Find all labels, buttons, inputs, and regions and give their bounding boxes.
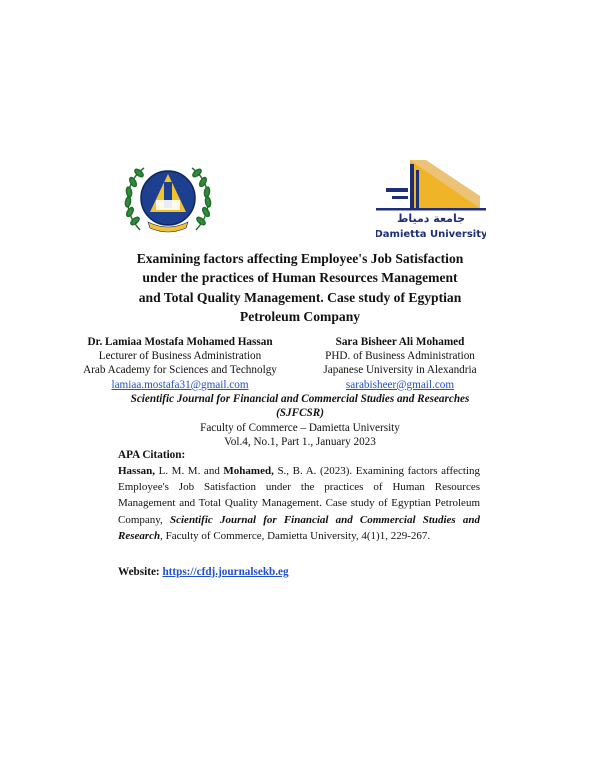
citation-text: S., B. A. (2023). Examining factors affecting Employee's Job Satisfaction under the practices of Human Resources Management and Total Quality Management. Case study of Egyptian Petroleum Company, (118, 465, 480, 526)
title-line: under the practices of Human Resources Management (142, 270, 458, 286)
journal-info (110, 392, 490, 449)
apa-heading: APA Citation: (118, 449, 186, 461)
title-line: Petroleum Company (239, 308, 361, 324)
website-line (118, 566, 289, 578)
author-affiliation: Japanese University in Alexandria (323, 364, 477, 377)
citation-text: L. M. M. and (155, 465, 224, 477)
author-name: Sara Bisheer Ali Mohamed (335, 336, 465, 348)
damietta-university-logo (376, 158, 486, 240)
journal-faculty: Faculty of Commerce – Damietta University (200, 421, 400, 434)
author-block-1 (56, 335, 304, 392)
author-block-2 (300, 335, 500, 392)
journal-abbrev: (SJFCSR) (276, 407, 324, 420)
author-role: PHD. of Business Administration (325, 350, 475, 363)
journal-name: Scientific Journal for Financial and Commercial Studies and Researches (130, 393, 470, 405)
author-email-link[interactable]: lamiaa.mostafa31@gmail.com (111, 378, 249, 391)
paper-title (90, 249, 510, 326)
author-role: Lecturer of Business Administration (98, 350, 262, 363)
author-name: Dr. Lamiaa Mostafa Mohamed Hassan (87, 336, 273, 348)
website-link[interactable]: https://cfdj.journalsekb.eg (162, 566, 289, 578)
website-label: Website: (118, 566, 163, 578)
academy-logo (120, 160, 216, 238)
citation-author-2: Mohamed, (223, 465, 274, 477)
logo-arabic-text: جامعة دمياط (396, 212, 466, 225)
journal-issue: Vol.4, No.1, Part 1., January 2023 (224, 435, 376, 448)
author-email-link[interactable]: sarabisheer@gmail.com (345, 378, 455, 391)
apa-citation (118, 463, 480, 544)
citation-author-1: Hassan, (118, 465, 155, 477)
author-affiliation: Arab Academy for Sciences and Technolgy (83, 364, 277, 377)
logo-english-text: Damietta University (376, 229, 486, 240)
title-line: Examining factors affecting Employee's Job Satisfaction (136, 251, 464, 266)
citation-text: , Faculty of Commerce, Damietta University, 4(1)1, 229-267. (160, 529, 431, 542)
citation-journal: Scientific Journal for Financial and Commercial Studies and Research (118, 513, 481, 542)
title-line: and Total Quality Management. Case study of Egyptian (138, 289, 462, 305)
